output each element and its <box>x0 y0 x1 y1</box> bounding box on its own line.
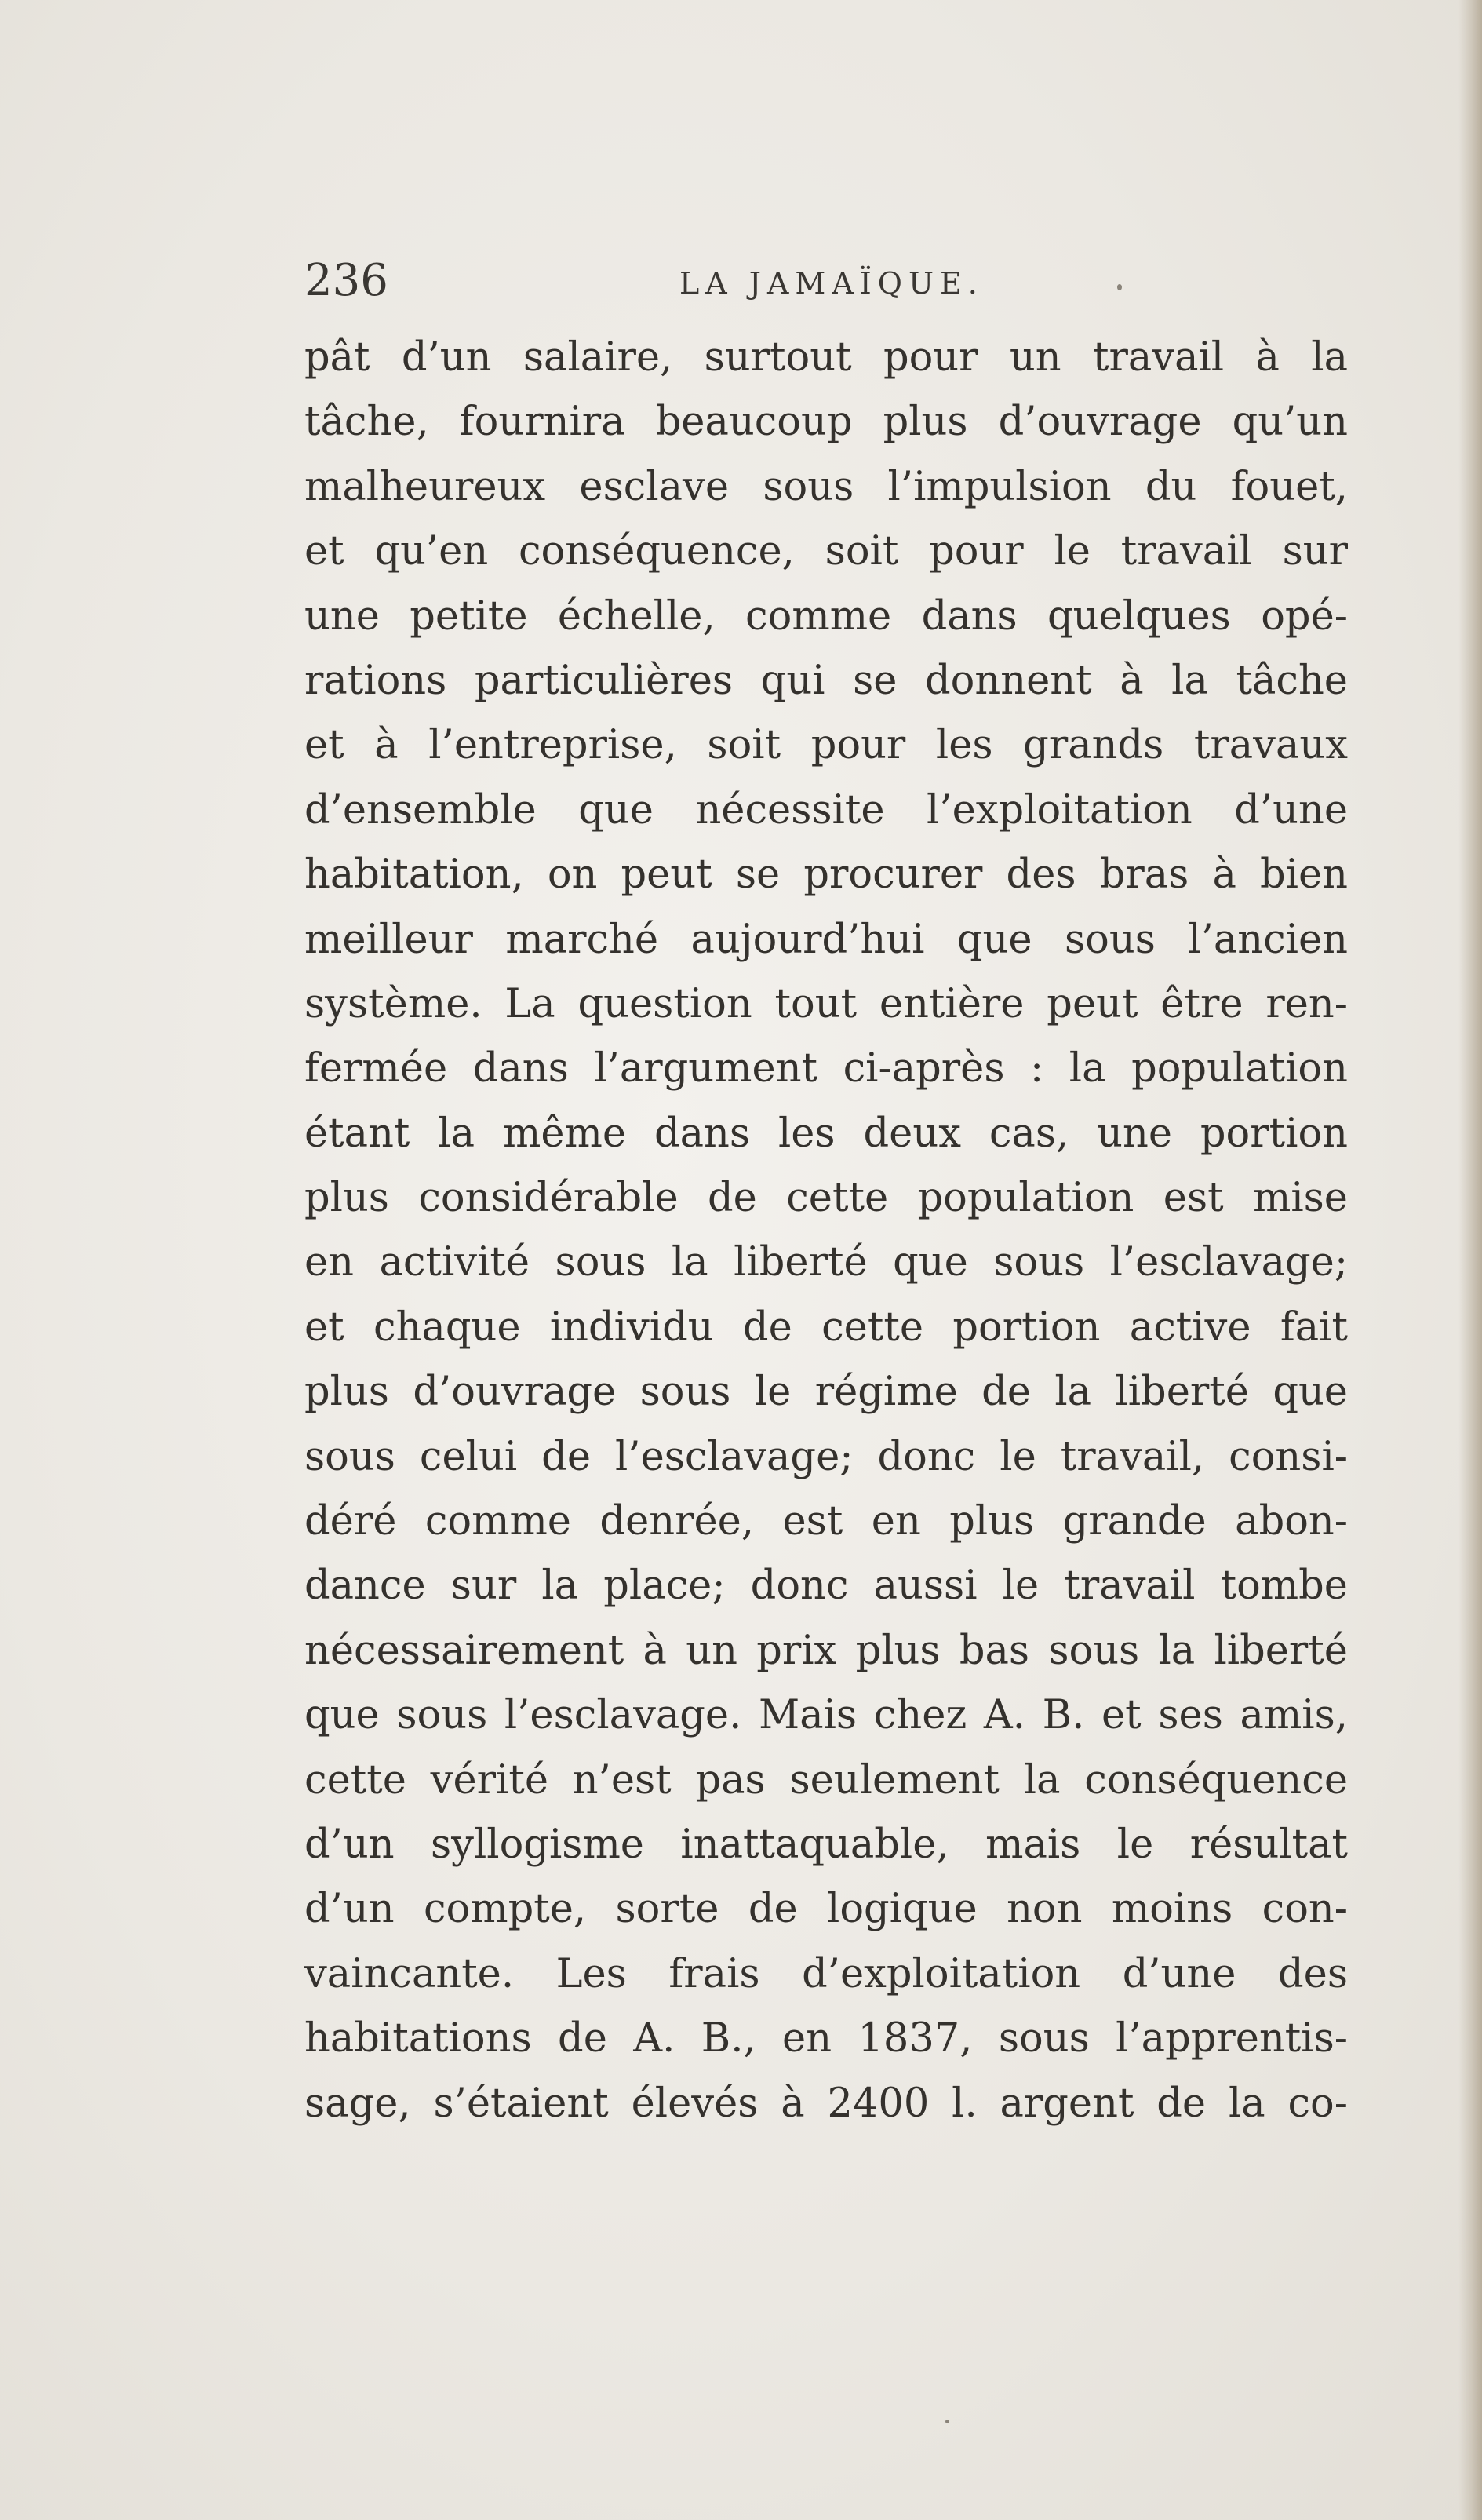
text-line: d’un syllogisme inattaquable, mais le résultat <box>304 1821 1348 1868</box>
ink-speck <box>1117 284 1122 290</box>
text-line: vaincante. Les frais d’exploitation d’une des <box>304 1950 1348 1997</box>
text-line: malheureux esclave sous l’impulsion du fouet, <box>304 463 1348 510</box>
text-line: système. La question tout entière peut être ren- <box>304 980 1348 1027</box>
text-line: d’ensemble que nécessite l’exploitation d’une <box>304 786 1348 833</box>
text-line: déré comme denrée, est en plus grande abon- <box>304 1498 1348 1545</box>
text-line: fermée dans l’argument ci-après : la population <box>304 1045 1348 1092</box>
page-edge-shadow <box>1458 0 1482 2520</box>
text-line: étant la même dans les deux cas, une portion <box>304 1110 1348 1157</box>
text-line: meilleur marché aujourd’hui que sous l’ancien <box>304 916 1348 963</box>
body-text <box>304 326 1348 2136</box>
text-line: et qu’en conséquence, soit pour le travail sur <box>304 528 1348 575</box>
text-line: sage, s’étaient élevés à 2400 l. argent de la co- <box>304 2080 1348 2127</box>
text-line: habitations de A. B., en 1837, sous l’apprentis- <box>304 2015 1348 2062</box>
text-line: habitation, on peut se procurer des bras à bien <box>304 852 1348 899</box>
text-line: plus d’ouvrage sous le régime de la liberté que <box>304 1369 1348 1416</box>
running-title: LA JAMAÏQUE. <box>679 266 984 301</box>
text-line: sous celui de l’esclavage; donc le travail, consi- <box>304 1433 1348 1480</box>
page-number: 236 <box>304 255 388 306</box>
text-line: nécessairement à un prix plus bas sous la liberté <box>304 1627 1348 1674</box>
ink-speck <box>945 2420 949 2423</box>
text-line: une petite échelle, comme dans quelques opé- <box>304 593 1348 640</box>
text-line: cette vérité n’est pas seulement la conséquence <box>304 1756 1348 1803</box>
text-line: d’un compte, sorte de logique non moins con- <box>304 1886 1348 1933</box>
text-line: pât d’un salaire, surtout pour un travail à la <box>304 334 1348 381</box>
page-header <box>304 250 1348 315</box>
text-line: rations particulières qui se donnent à la tâche <box>304 657 1348 704</box>
text-line: et à l’entreprise, soit pour les grands travaux <box>304 722 1348 769</box>
text-line: que sous l’esclavage. Mais chez A. B. et ses amis, <box>304 1692 1348 1739</box>
text-line: tâche, fournira beaucoup plus d’ouvrage qu’un <box>304 399 1348 446</box>
text-line: et chaque individu de cette portion active fait <box>304 1304 1348 1351</box>
text-line: plus considérable de cette population est mise <box>304 1175 1348 1222</box>
text-line: dance sur la place; donc aussi le travail tombe <box>304 1563 1348 1610</box>
text-line: en activité sous la liberté que sous l’esclavage; <box>304 1239 1348 1286</box>
